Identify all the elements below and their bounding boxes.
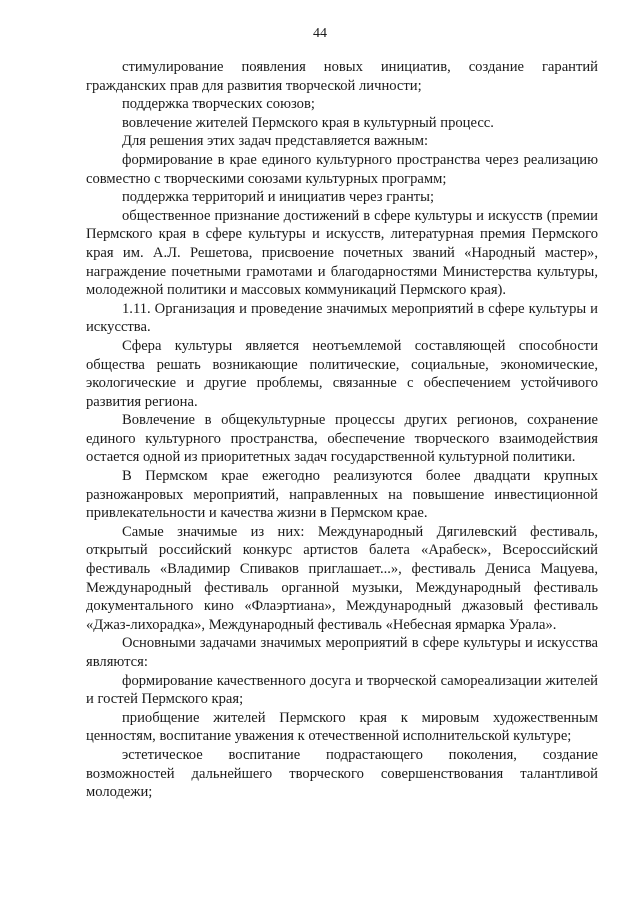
paragraph: общественное признание достижений в сфере культуры и искусств (премии Пермского края в сфере культуры и искусств, литературная премия Пермского края им. А.Л. Решетова, присвоение почетных званий «Народный мастер», награждение почетными грамотами и благодарностями Министерства культуры, молодежной политики и массовых коммуникаций Пермского края). [86, 207, 598, 299]
paragraph: вовлечение жителей Пермского края в культурный процесс. [122, 114, 494, 131]
section-heading: 1.11. Организация и проведение значимых мероприятий в сфере культуры и искусства. [86, 300, 598, 336]
paragraph: В Пермском крае ежегодно реализуются более двадцати крупных разножанровых мероприятий, направленных на повышение инвестиционной привлекательности и качества жизни в Пермском крае. [86, 468, 598, 522]
paragraph: Сфера культуры является неотъемлемой составляющей способности общества решать возникающие политические, социальные, экономические, экологические и другие проблемы, связанные с обеспечением устойчивого развития региона. [86, 337, 598, 410]
paragraph: формирование качественного досуга и творческой самореализации жителей и гостей Пермского края; [86, 672, 598, 708]
document-body [86, 58, 598, 802]
paragraph: Для решения этих задач представляется важным: [122, 133, 429, 150]
paragraph: эстетическое воспитание подрастающего поколения, создание возможностей дальнейшего творческого совершенствования талантливой молодежи; [86, 746, 598, 801]
page-number: 44 [313, 26, 327, 41]
paragraph: стимулирование появления новых инициатив, создание гарантий гражданских прав для развития творческой личности; [86, 59, 598, 94]
paragraph: поддержка территорий и инициатив через гранты; [122, 189, 435, 206]
paragraph: Вовлечение в общекультурные процессы других регионов, сохранение единого культурного пространства, обеспечение творческого взаимодействия остается одной из приоритетных задач государственной культурной политики. [86, 412, 598, 466]
paragraph: поддержка творческих союзов; [122, 96, 315, 113]
paragraph: приобщение жителей Пермского края к мировым художественным ценностям, воспитание уважения к отечественной исполнительской культуре; [86, 709, 598, 745]
paragraph: формирование в крае единого культурного пространства через реализацию совместно с творческими союзами культурных программ; [86, 151, 598, 187]
paragraph: Основными задачами значимых мероприятий в сфере культуры и искусства являются: [86, 635, 598, 670]
paragraph: Самые значимые из них: Международный Дягилевский фестиваль, открытый российский конкурс артистов балета «Арабеск», Всероссийский фестиваль «Владимир Спиваков приглашает...», фестиваль Дениса Мацуева, Международный фестиваль органной музыки, Международный фестиваль документального кино «Флаэртиана», Международный джазовый фестиваль «Джаз-лихорадка», Международный фестиваль «Небесная ярмарка Урала». [86, 523, 598, 633]
